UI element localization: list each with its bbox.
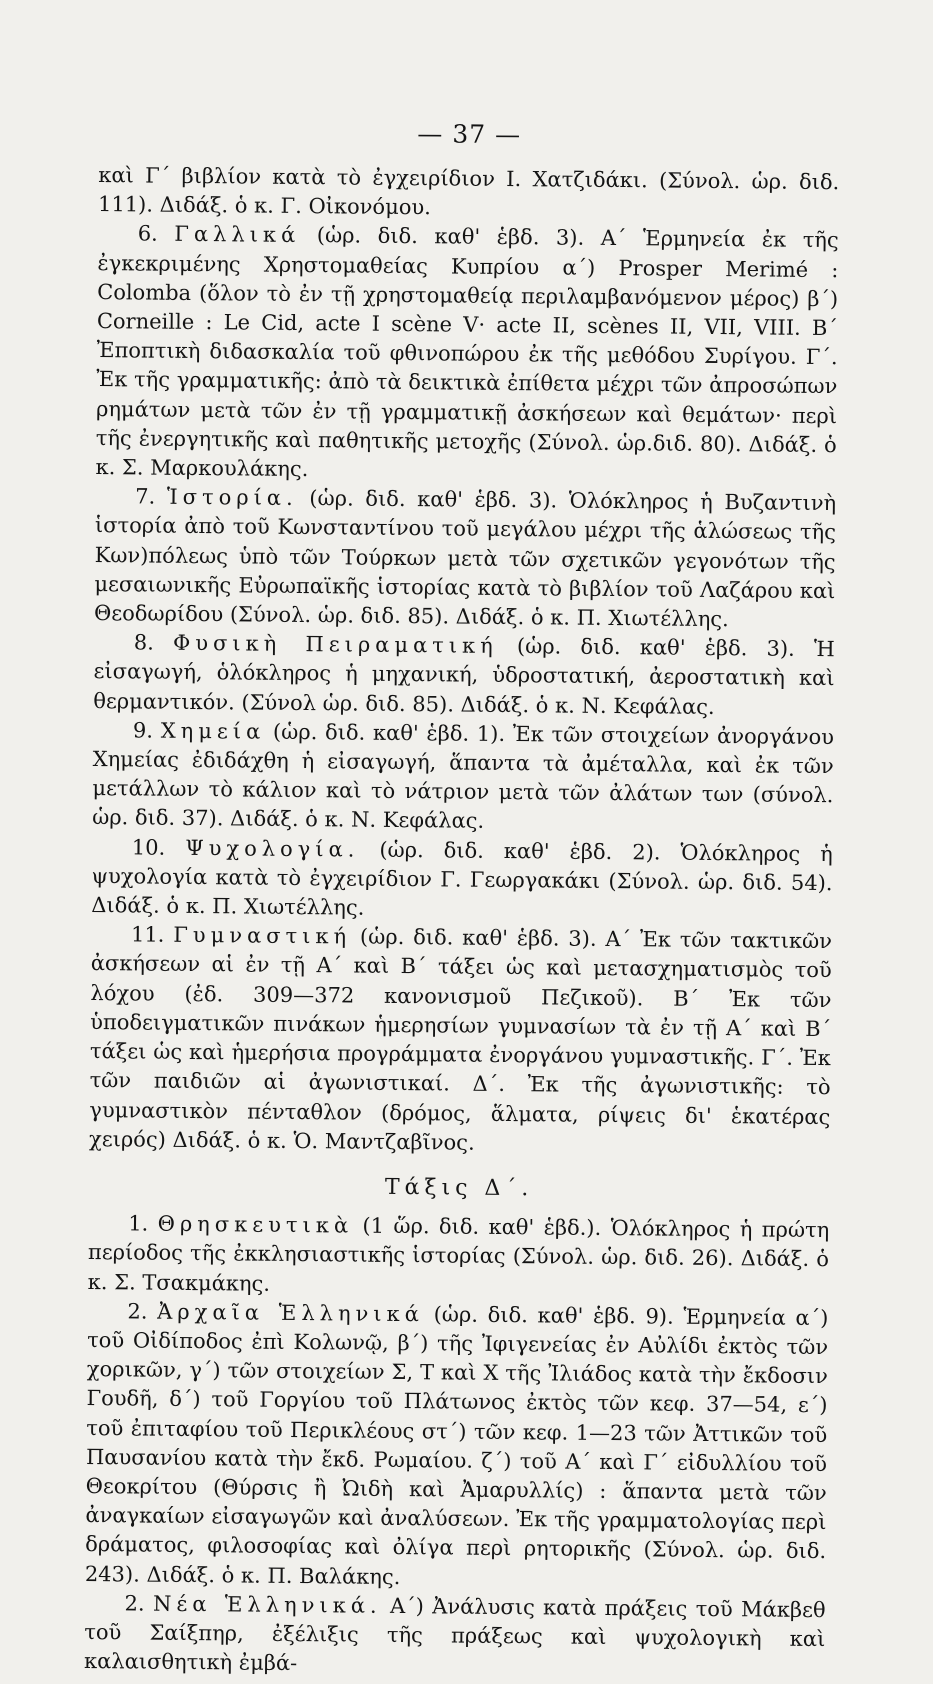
class-d-section-3-paragraph bbox=[84, 1589, 826, 1684]
section-text: (ὡρ. διδ. καθ' ἑβδ. 2). Ὁλόκληρος ἡ ψυχολογία κατὰ τὸ ἐγχειρίδιον Γ. Γεωργακάκι (Σύνολ. ὡρ. διδ. 54). Διδάξ. ὁ κ. Π. Χιωτέλλης. bbox=[91, 837, 833, 920]
page-body bbox=[84, 161, 840, 1683]
section-text: (ὡρ. διδ. καθ' ἑβδ. 3). Ὁλόκληρος ἡ Βυζαντινὴ ἱστορία ἀπὸ τοῦ Κωνσταντίνου τοῦ μεγάλου μέχρι τῆς ἁλώσεως τῆς Κων)πόλεως ὑπὸ τῶν Τούρκων μετὰ τῶν σχετικῶν γεγονότων τῆς μεσαιωνικῆς Εὐρωπαϊκῆς ἱστορίας κατὰ τὸ βιβλίον τοῦ Λαζάρου καὶ Θεοδωρίδου (Σύνολ. ὡρ. διδ. 85). Διδάξ. ὁ κ. Π. Χιωτέλλης. bbox=[93, 486, 837, 632]
section-title: Θρησκευτικὰ bbox=[157, 1211, 354, 1238]
section-number: 10. bbox=[131, 835, 166, 860]
section-text: (ὡρ. διδ. καθ' ἑβδ. 1). Ἐκ τῶν στοιχείων ἀνοργάνου Χημείας ἐδιδάχθη ἡ εἰσαγωγή, ἅπαντα τὰ ἀμέταλλα, καὶ ἐκ τῶν μετάλλων τὸ κάλιον καὶ τὸ νάτριον μετὰ τῶν ἀλάτων των (σύνολ. ὡρ. διδ. 37). Διδάξ. ὁ κ. Ν. Κεφάλας. bbox=[92, 719, 835, 834]
section-text: (ὡρ. διδ. καθ' ἑβδ. 3). Α΄ Ἐκ τῶν τακτικῶν ἀσκήσεων αἱ ἐν τῇ Α΄ καὶ Β΄ τάξει ὡς καὶ μετασχηματισμὸς τοῦ λόχου (ἐδ. 309—372 κανονισμοῦ Πεζικοῦ). Β΄ Ἐκ τῶν ὑποδειγματικῶν πινάκων ἡμερησίων γυμνασίων τὰ ἐν τῇ Α΄ καὶ Β΄ τάξει ὡς καὶ ἡμερήσια προγράμματα ἐνοργάνου γυμναστικῆς. Γ΄. Ἐκ τῶν παιδιῶν αἱ ἀγωνιστικαί. Δ΄. Ἐκ τῆς ἀγωνιστικῆς: τὸ γυμναστικὸν πένταθλον (δρόμος, ἅλματα, ρίψεις δι' ἑκατέρας χειρός) Διδάξ. ὁ κ. Ὁ. Μαντζαβῖνος. bbox=[88, 924, 833, 1155]
section-9-paragraph bbox=[92, 716, 834, 840]
section-7-paragraph bbox=[94, 482, 836, 635]
section-title: Νέα Ἑλληνικά. bbox=[152, 1591, 382, 1618]
section-number: 6. bbox=[137, 221, 158, 247]
section-11-paragraph bbox=[89, 920, 832, 1161]
section-title: Ψυχολογία. bbox=[185, 835, 360, 862]
section-number: 8. bbox=[133, 630, 154, 655]
section-number: 11. bbox=[130, 922, 165, 948]
section-title: Ἀρχαῖα Ἑλληνικά bbox=[157, 1299, 425, 1326]
section-number: 7. bbox=[135, 484, 156, 509]
section-text: Α΄) Ἀνάλυσις κατὰ πράξεις τοῦ Μάκβεθ τοῦ Σαίξπηρ, ἐξέλιξις τῆς πράξεως καὶ ψυχολογικὴ καὶ καλαισθητικὴ ἐμβά- bbox=[83, 1593, 826, 1676]
section-number: 2. bbox=[124, 1591, 145, 1616]
class-d-section-2-paragraph bbox=[85, 1297, 829, 1596]
section-number: 9. bbox=[132, 718, 154, 743]
section-8-paragraph bbox=[93, 628, 835, 723]
page-number: — 37 — bbox=[417, 119, 522, 150]
section-text: (ὡρ. διδ. καθ' ἑβδ. 3). Ἡ εἰσαγωγή, ὁλόκληρος ἡ μηχανική, ὑδροστατική, ἀεροστατικὴ καὶ θερμαντικόν. (Σύνολ ὡρ. διδ. 85). Διδάξ. ὁ κ. Ν. Κεφάλας. bbox=[93, 634, 835, 719]
section-title: Γαλλικά bbox=[174, 222, 301, 248]
section-title: Γυμναστική bbox=[173, 923, 352, 949]
section-text: (ὡρ. διδ. καθ' ἑβδ. 3). Α΄ Ἑρμηνεία ἐκ τῆς ἐγκεκριμένης Χρηστομαθείας Κυπρίου α΄) Prosper Merimé : Colomba (ὅλον τὸ ἐν τῇ χρηστομαθείᾳ περιλαμβανόμενον μέρος) β΄) Corneille : Le Cid, acte I scène V· acte II, scènes II, VII, VIII. Β΄ Ἐποπτικὴ διδασκαλία τοῦ φθινοπώρου ἐκ τῆς μεθόδου Συρίγου. Γ΄. Ἐκ τῆς γραμματικῆς: ἀπὸ τὰ δεικτικὰ ἐπίθετα μέχρι τῶν ἀπροσώπων ρημάτων μετὰ τῶν ἐν τῇ γραμματικῇ ἀσκήσεων καὶ θεμάτων· περὶ τῆς ἐνεργητικῆς καὶ παθητικῆς μετοχῆς (Σύνολ. ὡρ.διδ. 80). Διδάξ. ὁ κ. Σ. Μαρκουλάκης. bbox=[95, 223, 839, 482]
section-number: 2. bbox=[127, 1299, 148, 1324]
section-text: (1 ὥρ. διδ. καθ' ἑβδ.). Ὁλόκληρος ἡ πρώτη περίοδος τῆς ἐκκλησιαστικῆς ἱστορίας (Σύνολ. ὡρ. διδ. 26). Διδάξ. ὁ κ. Σ. Τσακμάκης. bbox=[87, 1213, 830, 1296]
section-10-paragraph bbox=[91, 833, 833, 928]
section-title: Φυσικὴ Πειραματική bbox=[172, 631, 498, 659]
section-title: Χημεία bbox=[160, 718, 266, 744]
section-number: 1. bbox=[128, 1211, 149, 1236]
class-heading: Τάξις Δ΄. bbox=[384, 1174, 534, 1202]
section-text: (ὡρ. διδ. καθ' ἑβδ. 9). Ἑρμηνεία α΄) τοῦ Οἰδίποδος ἐπὶ Κολωνῷ, β΄) τῆς Ἰφιγενείας ἐν Αὐλίδι ἐκτὸς τῶν χορικῶν, γ΄) τῶν στοιχείων Σ, Τ καὶ Χ τῆς Ἰλιάδος κατὰ τὴν ἔκδοσιν Γουδῆ, δ΄) τοῦ Γοργίου τοῦ Πλάτωνος ἐκτὸς τῶν κεφ. 37—54, ε΄) τοῦ ἐπιταφίου τοῦ Περικλέους στ΄) τῶν κεφ. 1—23 τῶν Ἀττικῶν τοῦ Παυσανίου κατὰ τὴν ἔκδ. Ρωμαίου. ζ΄) τοῦ Α΄ καὶ Γ΄ εἰδυλλίου τοῦ Θεοκρίτου (Θύρσις ἢ Ὠιδὴ καὶ Ἀμαρυλλίς) : ἅπαντα μετὰ τῶν ἀναγκαίων εἰσαγωγῶν καὶ ἀναλύσεων. Ἐκ τῆς γραμματολογίας περὶ δράματος, φιλοσοφίας καὶ ὀλίγα περὶ ρητορικῆς (Σύνολ. ὡρ. διδ. 243). Διδάξ. ὁ κ. Π. Βαλάκης. bbox=[84, 1301, 829, 1589]
section-6-paragraph bbox=[95, 219, 838, 489]
section-title: Ἱστορία. bbox=[166, 484, 298, 511]
intro-paragraph: καὶ Γ΄ βιβλίον κατὰ τὸ ἐγχειρίδιον Ι. Χατζιδάκι. (Σύνολ. ὡρ. διδ. 111). Διδάξ. ὁ κ. Γ. Οἰκονόμου. bbox=[97, 163, 840, 220]
class-d-section-1-paragraph bbox=[88, 1209, 830, 1304]
